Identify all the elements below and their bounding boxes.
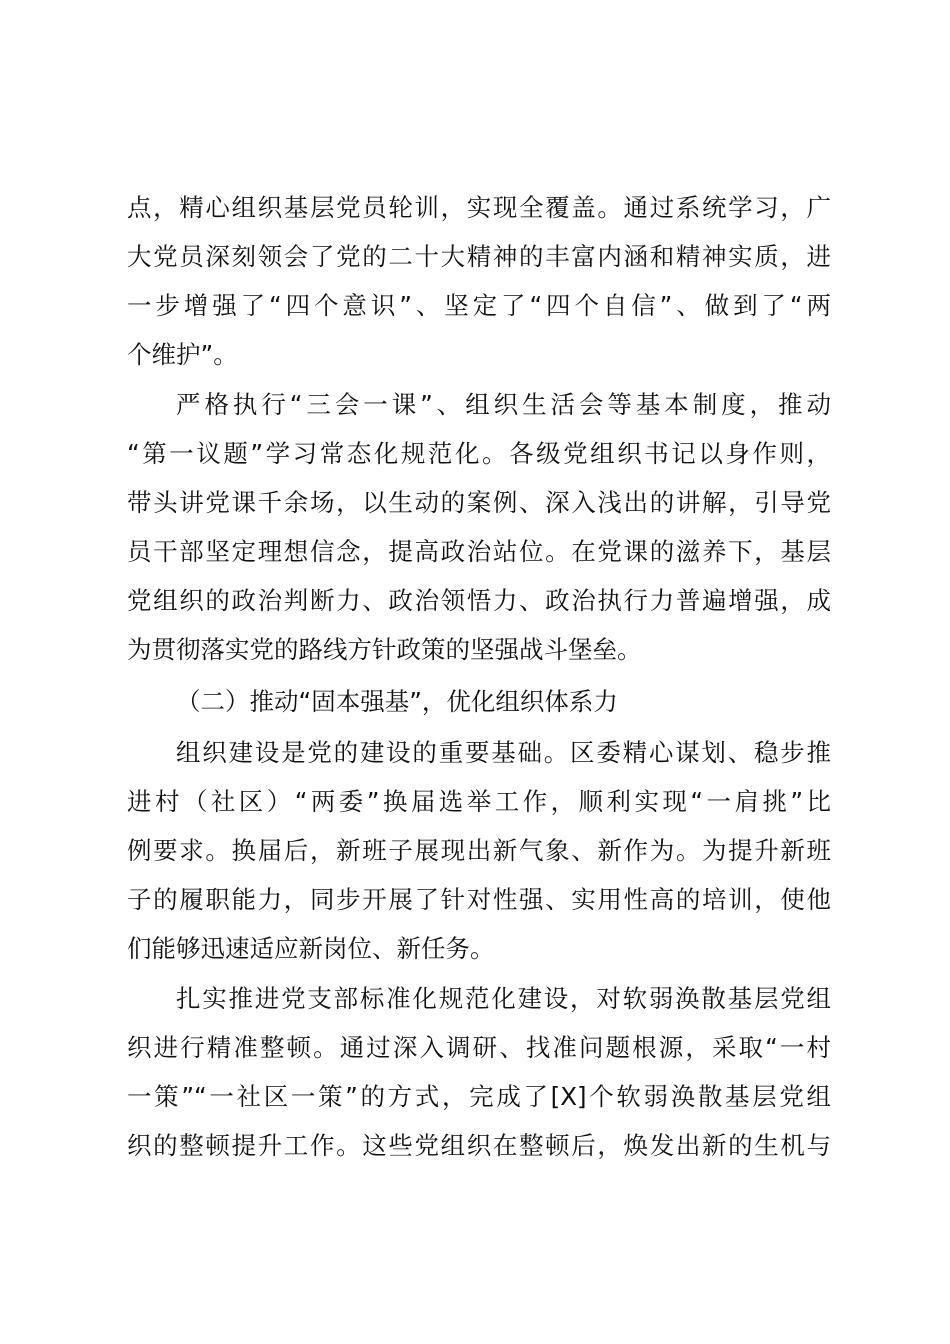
text-line-13: 进村（社区）“两委”换届选举工作，顺利实现“一肩挑”比 xyxy=(127,787,831,816)
section-heading: （二）推动“固本强基”，优化组织体系力 xyxy=(176,687,618,716)
text-line-6: “第一议题”学习常态化规范化。各级党组织书记以身作则， xyxy=(127,439,831,468)
text-line-3: 一步增强了“四个意识”、坚定了“四个自信”、做到了“两 xyxy=(127,291,831,320)
text-line-10: 为贯彻落实党的路线方针政策的坚强战斗堡垒。 xyxy=(127,635,642,664)
text-line-19: 一策”“一社区一策”的方式，完成了[X]个软弱涣散基层党组 xyxy=(127,1082,831,1111)
text-line-16: 们能够迅速适应新岗位、新任务。 xyxy=(127,934,495,963)
text-line-9: 党组织的政治判断力、政治领悟力、政治执行力普遍增强，成 xyxy=(127,586,831,615)
text-line-17: 扎实推进党支部标准化规范化建设，对软弱涣散基层党组 xyxy=(176,984,831,1013)
text-line-5: 严格执行“三会一课”、组织生活会等基本制度，推动 xyxy=(176,390,831,419)
text-line-2: 大党员深刻领会了党的二十大精神的丰富内涵和精神实质，进 xyxy=(127,242,831,271)
text-line-14: 例要求。换届后，新班子展现出新气象、新作为。为提升新班 xyxy=(127,836,831,865)
text-line-8: 员干部坚定理想信念，提高政治站位。在党课的滋养下，基层 xyxy=(127,537,831,566)
text-line-15: 子的履职能力，同步开展了针对性强、实用性高的培训，使他 xyxy=(127,885,831,914)
text-line-20: 织的整顿提升工作。这些党组织在整顿后，焕发出新的生机与 xyxy=(127,1131,831,1160)
text-line-18: 织进行精准整顿。通过深入调研、找准问题根源，采取“一村 xyxy=(127,1033,831,1062)
text-line-7: 带头讲党课千余场，以生动的案例、深入浅出的讲解，引导党 xyxy=(127,488,831,517)
text-line-12: 组织建设是党的建设的重要基础。区委精心谋划、稳步推 xyxy=(176,738,831,767)
text-line-4: 个维护”。 xyxy=(127,340,238,369)
text-line-1: 点，精心组织基层党员轮训，实现全覆盖。通过系统学习，广 xyxy=(127,193,831,222)
